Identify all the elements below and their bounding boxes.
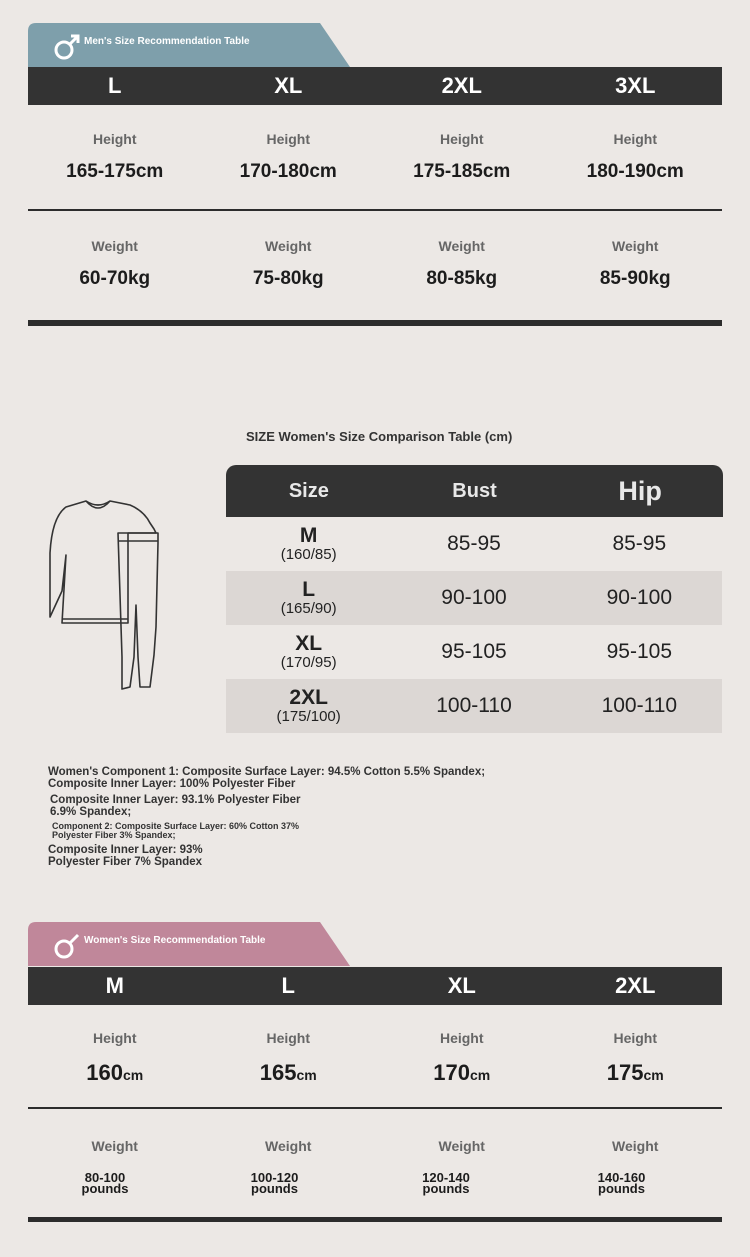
height-value: 170-180cm (239, 161, 337, 182)
height-label: Height (92, 131, 137, 147)
divider (28, 320, 722, 326)
comparison-header (226, 465, 723, 517)
women-size-bar (28, 967, 722, 1005)
row-hip: 100-110 (601, 694, 678, 717)
weight-label: Weight (612, 238, 659, 254)
row-size: L (302, 578, 316, 601)
weight-value: 75-80kg (252, 268, 324, 289)
female-icon (52, 931, 82, 961)
men-size-3xl: 3XL (615, 73, 656, 98)
comparison-row (226, 679, 722, 733)
weight-value: 120-140 pounds (422, 1170, 470, 1196)
men-size-xl: XL (274, 73, 303, 98)
women-size-xl: XL (447, 973, 476, 998)
row-size: XL (295, 632, 323, 655)
weight-value: 80-100 pounds (81, 1170, 129, 1196)
comparison-row (226, 625, 722, 679)
row-size-sub: (160/85) (280, 546, 337, 563)
height-label: Height (266, 131, 311, 147)
header-size: Size (288, 479, 329, 502)
row-size: 2XL (289, 686, 328, 709)
women-section-tab (28, 922, 350, 966)
note-3: Component 2: Composite Surface Layer: 60% Cotton 37% Polyester Fiber 3% Spandex; (52, 821, 300, 840)
note-4: Composite Inner Layer: 93% Polyester Fiber 7% Spandex (48, 844, 203, 868)
height-label: Height (613, 131, 658, 147)
women-size-2xl: 2XL (615, 973, 656, 998)
header-bust: Bust (452, 479, 497, 502)
weight-label: Weight (91, 238, 138, 254)
row-size-sub: (170/95) (280, 654, 337, 671)
note-1: Women's Component 1: Composite Surface Layer: 94.5% Cotton 5.5% Spandex; Composite Inner Layer: 100% Polyester Fiber (48, 766, 486, 790)
row-size-sub: (165/90) (280, 600, 337, 617)
women-tab-title: Women's Size Recommendation Table (84, 935, 266, 946)
height-unit: cm (469, 1067, 491, 1083)
men-size-bar (28, 67, 722, 105)
height-value: 175 (606, 1060, 644, 1085)
weight-label: Weight (265, 1138, 312, 1154)
garment-icon (46, 495, 168, 695)
divider (28, 1107, 722, 1109)
women-size-m: M (105, 973, 124, 998)
row-bust: 90-100 (441, 586, 507, 609)
weight-label: Weight (438, 238, 485, 254)
height-unit: cm (643, 1067, 664, 1083)
row-size: M (299, 524, 318, 547)
height-label: Height (613, 1030, 658, 1046)
men-weight-row (28, 238, 722, 290)
men-height-row (28, 131, 722, 183)
men-size-2xl: 2XL (441, 73, 482, 98)
weight-label: Weight (612, 1138, 659, 1154)
divider (28, 1217, 722, 1222)
height-value: 165 (259, 1060, 297, 1085)
height-value: 170 (433, 1060, 470, 1085)
height-label: Height (439, 131, 484, 147)
row-hip: 95-105 (606, 640, 673, 663)
women-weight-row (28, 1138, 722, 1194)
comparison-row (226, 571, 722, 625)
weight-value: 100-120 pounds (250, 1170, 299, 1196)
weight-value: 140-160 pounds (597, 1170, 646, 1196)
row-hip: 85-95 (612, 532, 667, 555)
men-tab-title: Men's Size Recommendation Table (84, 36, 250, 47)
composition-notes (48, 766, 488, 872)
divider (28, 209, 722, 211)
height-value: 180-190cm (586, 161, 684, 182)
women-size-l: L (281, 973, 295, 998)
height-unit: cm (296, 1067, 317, 1083)
row-bust: 100-110 (436, 694, 512, 717)
male-icon (52, 32, 82, 62)
women-height-row (28, 1030, 722, 1086)
comparison-title: SIZE Women's Size Comparison Table (cm) (246, 429, 513, 444)
men-section-tab (28, 23, 350, 67)
height-value: 175-185cm (413, 161, 511, 182)
height-label: Height (439, 1030, 484, 1046)
height-value: 160 (86, 1060, 123, 1085)
row-bust: 85-95 (447, 532, 501, 555)
height-value: 165-175cm (66, 161, 164, 182)
row-hip: 90-100 (606, 586, 673, 609)
comparison-row (226, 517, 722, 571)
men-size-l: L (108, 73, 122, 98)
weight-value: 80-85kg (426, 268, 498, 289)
weight-label: Weight (438, 1138, 485, 1154)
height-label: Height (92, 1030, 137, 1046)
row-bust: 95-105 (441, 640, 507, 663)
note-2: Composite Inner Layer: 93.1% Polyester Fiber 6.9% Spandex; (50, 794, 301, 818)
row-size-sub: (175/100) (276, 708, 341, 725)
weight-value: 60-70kg (79, 268, 151, 289)
weight-label: Weight (265, 238, 312, 254)
weight-label: Weight (91, 1138, 138, 1154)
weight-value: 85-90kg (599, 268, 671, 289)
header-hip: Hip (618, 475, 662, 506)
height-unit: cm (122, 1067, 144, 1083)
height-label: Height (266, 1030, 311, 1046)
